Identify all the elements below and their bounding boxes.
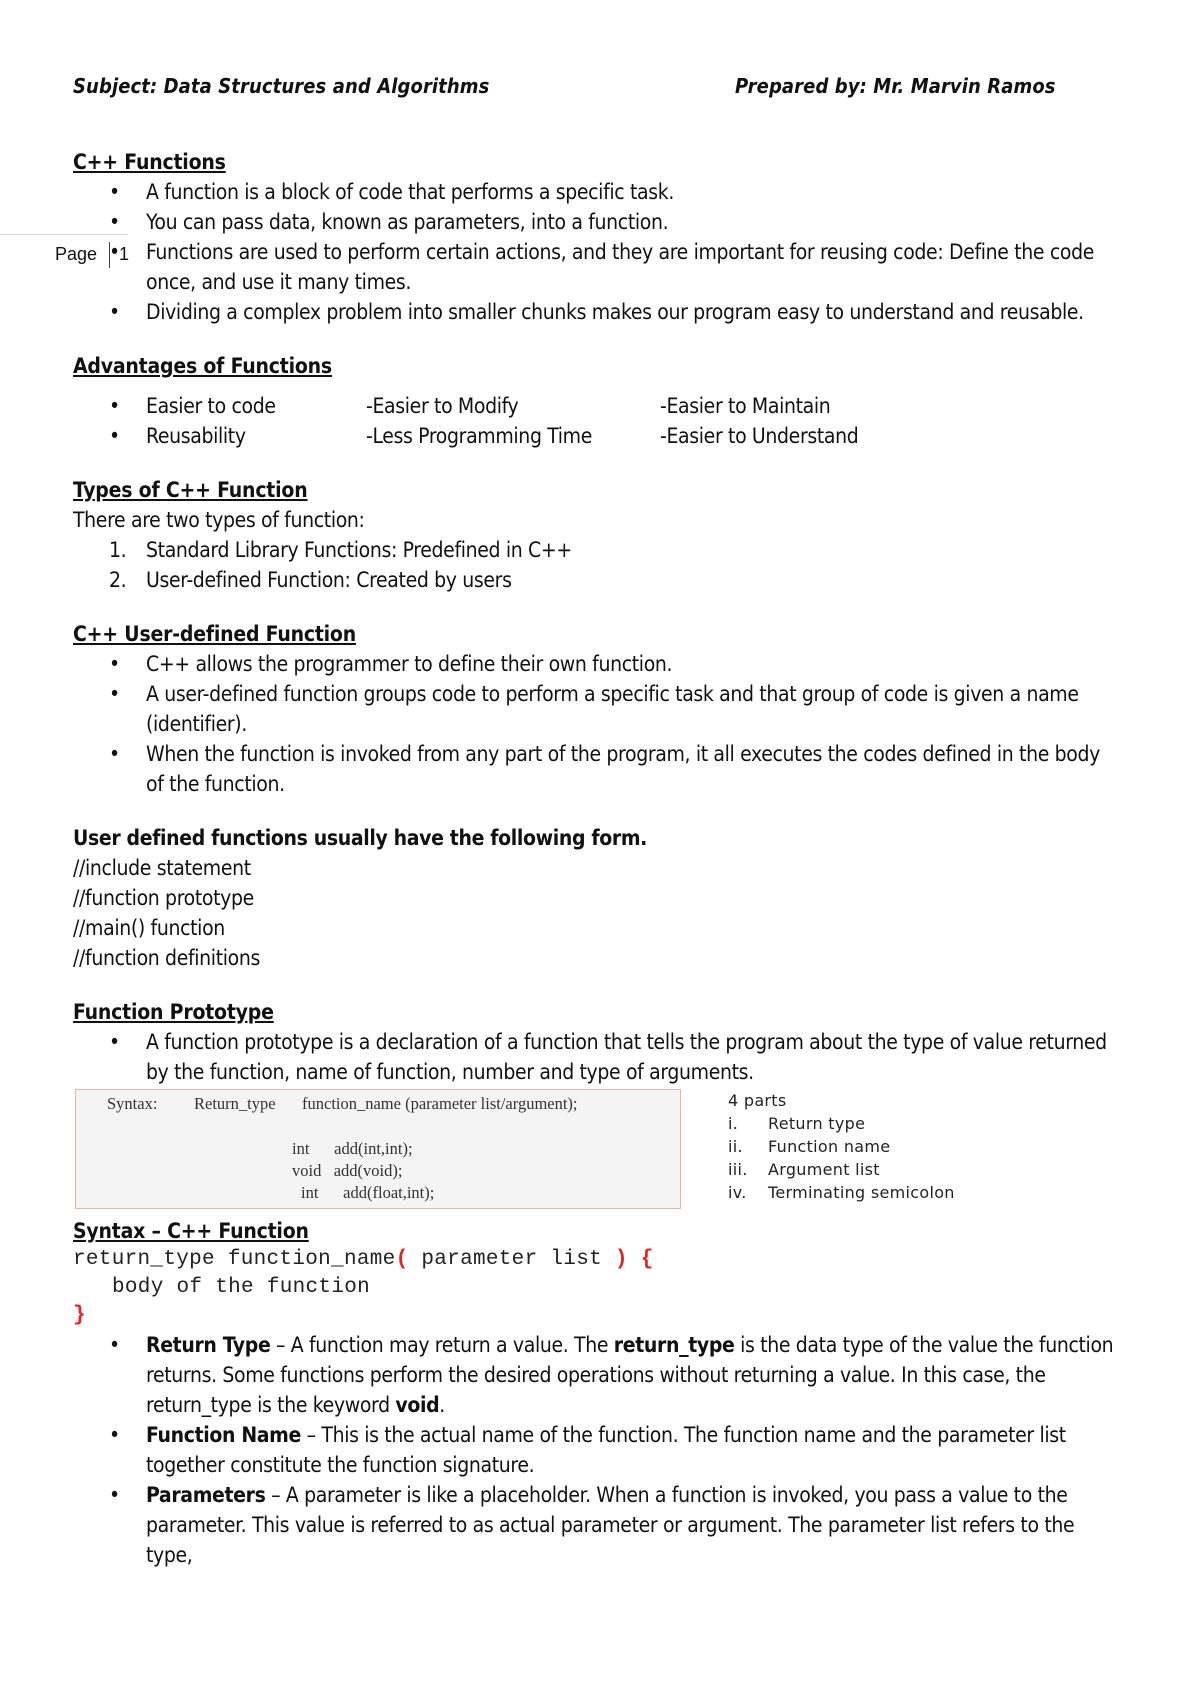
bullet-icon: • <box>109 1030 120 1054</box>
advantage-item: -Easier to Modify <box>366 394 519 418</box>
syntax-signature: function_name (parameter list/argument); <box>302 1094 578 1113</box>
section-title: Function Prototype <box>73 1000 274 1024</box>
code-line: return_type function_name( parameter list ) { <box>73 1248 654 1271</box>
advantage-item: -Less Programming Time <box>366 424 593 448</box>
advantage-item: Easier to code <box>146 394 276 418</box>
list-item: • A function is a block of code that performs a specific task. <box>73 177 1123 207</box>
list-item: • A function prototype is a declaration of a function that tells the program about the type of value returned by the function, name of function, number and type of arguments. <box>73 1027 1123 1087</box>
list-item: • Return Type – A function may return a value. The return_type is the data type of the value the function returns. Some functions perform the desired operations without returning a value. In this case, the return_type is the keyword void. <box>73 1330 1123 1420</box>
bullet-icon: • <box>109 424 120 448</box>
advantage-item: Reusability <box>146 424 246 448</box>
section-cpp-functions <box>73 147 1123 327</box>
syntax-label: Syntax: <box>107 1094 158 1113</box>
syntax-image <box>75 1089 681 1209</box>
section-title: C++ User-defined Function <box>73 622 356 646</box>
bullet-icon: • <box>109 682 120 706</box>
page-number: 1 <box>119 244 130 264</box>
list-item: • Dividing a complex problem into smaller chunks makes our program easy to understand and reusable. <box>73 297 1123 327</box>
bullet-icon: • <box>109 1423 120 1447</box>
section-title: Syntax – C++ Function <box>73 1219 309 1243</box>
section-title: C++ Functions <box>73 150 226 174</box>
list-item: 2. User-defined Function: Created by users <box>109 568 512 592</box>
section-title: Advantages of Functions <box>73 354 332 378</box>
list-item: • A user-defined function groups code to perform a specific task and that group of code is given a name (identifier). <box>73 679 1123 739</box>
syntax-example: int add(int,int); <box>292 1139 413 1158</box>
syntax-example: int add(float,int); <box>301 1183 435 1202</box>
list-item: • Function Name – This is the actual name of the function. The function name and the parameter list together constitute the function signature. <box>73 1420 1123 1480</box>
page-label: Page <box>55 244 98 264</box>
list-item: • Parameters – A parameter is like a placeholder. When a function is invoked, you pass a value to the parameter. This value is referred to as actual parameter or argument. The parameter list refers to the type, <box>73 1480 1123 1570</box>
bullet-list <box>73 1027 1123 1087</box>
bullet-icon: • <box>109 394 120 418</box>
syntax-example: void add(void); <box>292 1161 403 1180</box>
advantages-row <box>73 391 1123 421</box>
prepared-by-label: Prepared by: Mr. Marvin Ramos <box>735 74 1056 98</box>
list-item: • Functions are used to perform certain actions, and they are important for reusing code: Define the code once, and use it many times. <box>73 237 1123 297</box>
bullet-icon: • <box>109 210 120 234</box>
list-item: • You can pass data, known as parameters, into a function. <box>73 207 1123 237</box>
form-line: //function definitions <box>73 946 260 970</box>
types-intro: There are two types of function: <box>73 508 365 532</box>
list-item: • C++ allows the programmer to define their own function. <box>73 649 1123 679</box>
section-prototype <box>73 997 1123 1216</box>
page-header <box>73 74 1100 102</box>
section-advantages <box>73 351 1123 451</box>
bullet-icon: • <box>109 1483 120 1507</box>
section-types <box>73 475 1123 595</box>
bullet-icon: • <box>109 652 120 676</box>
advantage-item: -Easier to Maintain <box>660 394 831 418</box>
form-line: //main() function <box>73 916 225 940</box>
bullet-icon: • <box>109 240 120 264</box>
bullet-icon: • <box>109 742 120 766</box>
bullet-list <box>73 1330 1123 1570</box>
code-block <box>73 1246 1123 1330</box>
subject-label: Subject: Data Structures and Algorithms <box>73 74 490 98</box>
bullet-list <box>73 177 1123 327</box>
section-title: Types of C++ Function <box>73 478 308 502</box>
bullet-icon: • <box>109 180 120 204</box>
bullet-icon: • <box>109 1333 120 1357</box>
section-syntax <box>73 1216 1123 1570</box>
section-form <box>73 823 1123 973</box>
bullet-icon: • <box>109 300 120 324</box>
advantages-row <box>73 421 1123 451</box>
form-line: //include statement <box>73 856 251 880</box>
advantage-item: -Easier to Understand <box>660 424 859 448</box>
code-line: body of the function <box>112 1276 371 1299</box>
parts-title: 4 parts <box>728 1091 787 1110</box>
prototype-figure: Syntax: Return_type function_name (parameter list/argument); int add(int,int); void add(void); int add(float,int); 4 parts i. Return type ii. Function name iii. Argument list iv. Terminating semicolon <box>73 1089 1123 1216</box>
code-line: } <box>73 1304 86 1327</box>
list-item: • When the function is invoked from any part of the program, it all executes the codes defined in the body of the function. <box>73 739 1123 799</box>
numbered-list <box>73 535 1123 595</box>
bullet-list <box>73 649 1123 799</box>
section-user-defined <box>73 619 1123 799</box>
document-body <box>73 147 1123 1570</box>
form-heading: User defined functions usually have the following form. <box>73 826 648 850</box>
list-item: 1. Standard Library Functions: Predefined in C++ <box>109 538 572 562</box>
form-line: //function prototype <box>73 886 254 910</box>
syntax-return-type: Return_type <box>194 1094 276 1113</box>
